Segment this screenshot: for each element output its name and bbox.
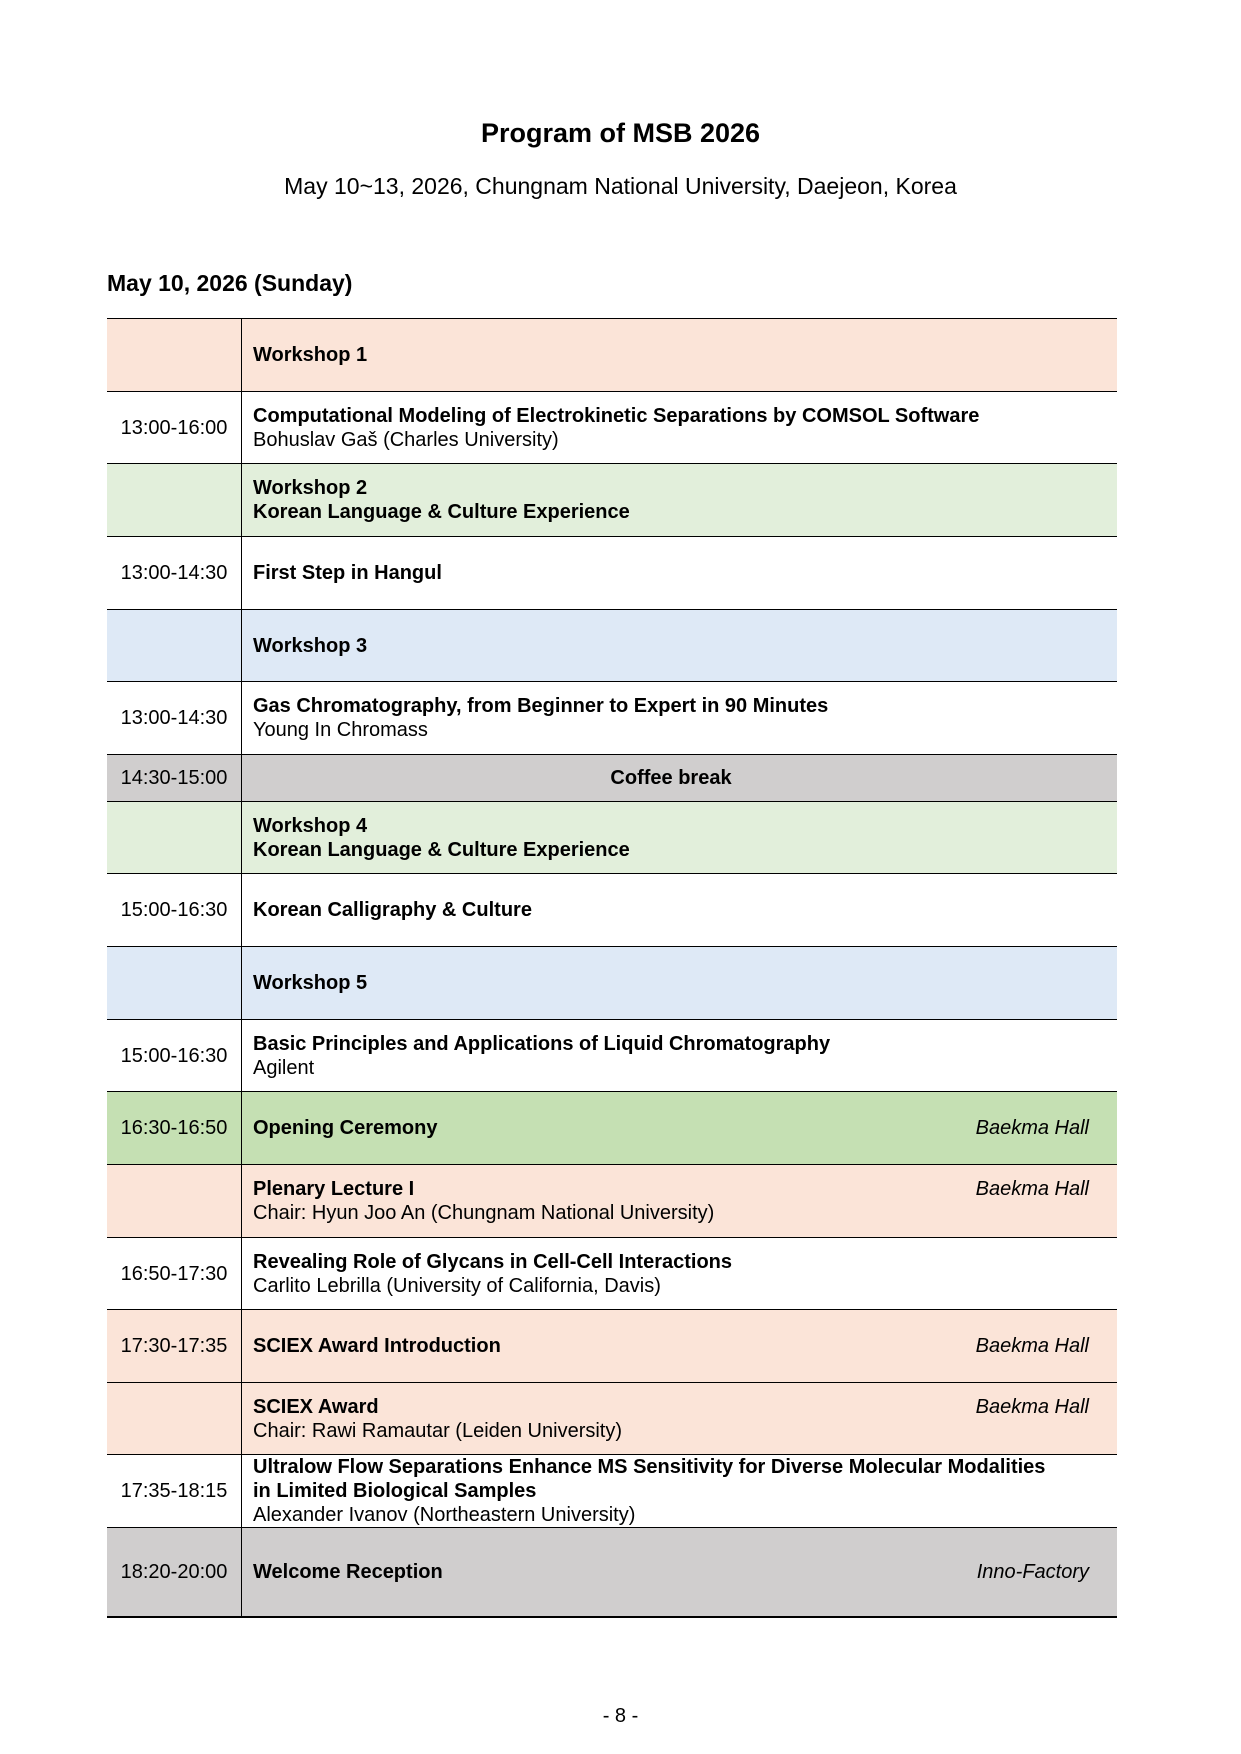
- session-time: 15:00-16:30: [107, 1020, 242, 1092]
- session-content: [242, 1455, 1118, 1528]
- session-title: Basic Principles and Applications of Liquid Chromatography: [253, 1032, 831, 1055]
- schedule-row: [107, 1238, 1117, 1310]
- session-title: Workshop 2: [253, 477, 368, 499]
- session-title: Welcome Reception: [253, 1560, 443, 1583]
- session-time: [107, 1165, 242, 1238]
- session-content: [242, 874, 1118, 947]
- session-time: [107, 947, 242, 1020]
- page-subtitle: May 10~13, 2026, Chungnam National University, Daejeon, Korea: [284, 173, 957, 199]
- schedule-row: [107, 755, 1117, 802]
- session-content: [242, 947, 1118, 1020]
- schedule-row: [107, 802, 1117, 874]
- session-time: 13:00-16:00: [107, 392, 242, 464]
- schedule-row: [107, 537, 1117, 610]
- session-location: Baekma Hall: [975, 1335, 1089, 1357]
- session-location: Baekma Hall: [975, 1178, 1089, 1200]
- schedule-row: [107, 874, 1117, 947]
- session-title: Computational Modeling of Electrokinetic Separations by COMSOL Software: [253, 404, 980, 427]
- session-title-line2: Korean Language & Culture Experience: [253, 838, 630, 861]
- session-content: [242, 392, 1118, 464]
- schedule-row: [107, 1455, 1117, 1528]
- session-time: [107, 610, 242, 682]
- session-content: [242, 537, 1118, 610]
- session-content: [242, 1383, 1118, 1455]
- session-title: Workshop 3: [253, 634, 368, 657]
- session-time: 16:30-16:50: [107, 1092, 242, 1165]
- day-heading: May 10, 2026 (Sunday): [107, 270, 353, 296]
- session-title: Korean Calligraphy & Culture: [253, 899, 532, 921]
- session-title: Workshop 1: [253, 344, 368, 366]
- session-title: Gas Chromatography, from Beginner to Expert in 90 Minutes: [253, 695, 829, 717]
- schedule-row: [107, 464, 1117, 537]
- session-speaker: Agilent: [253, 1056, 315, 1079]
- session-title: Workshop 4: [253, 814, 368, 837]
- session-content: [242, 1165, 1118, 1238]
- session-time: [107, 1383, 242, 1455]
- session-speaker: Alexander Ivanov (Northeastern University): [253, 1504, 636, 1526]
- session-content: [242, 464, 1118, 537]
- session-chair: Chair: Rawi Ramautar (Leiden University): [253, 1419, 623, 1442]
- session-time: [107, 802, 242, 874]
- session-content: [242, 1528, 1118, 1617]
- schedule-row: [107, 1528, 1117, 1617]
- session-speaker: Carlito Lebrilla (University of California, Davis): [253, 1274, 661, 1297]
- schedule-row: [107, 392, 1117, 464]
- session-content: [242, 319, 1118, 392]
- schedule-row: [107, 610, 1117, 682]
- schedule-row: [107, 1092, 1117, 1165]
- session-time: [107, 464, 242, 537]
- session-time: 14:30-15:00: [107, 755, 242, 802]
- session-time: 13:00-14:30: [107, 682, 242, 755]
- schedule-row: [107, 947, 1117, 1020]
- session-content: [242, 682, 1118, 755]
- session-content: [242, 1020, 1118, 1092]
- session-time: 17:30-17:35: [107, 1310, 242, 1383]
- session-location: Baekma Hall: [975, 1117, 1089, 1139]
- session-location: Baekma Hall: [975, 1395, 1089, 1418]
- schedule-row: [107, 1020, 1117, 1092]
- session-speaker: Young In Chromass: [253, 719, 428, 741]
- session-title-line2: Korean Language & Culture Experience: [253, 501, 630, 523]
- session-chair: Chair: Hyun Joo An (Chungnam National University): [253, 1202, 715, 1224]
- session-title: Revealing Role of Glycans in Cell-Cell Interactions: [253, 1250, 733, 1273]
- session-title: SCIEX Award: [253, 1395, 379, 1418]
- schedule-table: [107, 318, 1117, 1618]
- session-content: [242, 1310, 1118, 1383]
- session-title: Plenary Lecture I: [253, 1178, 415, 1200]
- session-time: 16:50-17:30: [107, 1238, 242, 1310]
- session-location: Inno-Factory: [976, 1560, 1089, 1583]
- session-time: [107, 319, 242, 392]
- session-content: [242, 802, 1118, 874]
- schedule-row: [107, 1310, 1117, 1383]
- session-title: Workshop 5: [253, 972, 368, 994]
- session-content: [242, 1238, 1118, 1310]
- session-title: Ultralow Flow Separations Enhance MS Sensitivity for Diverse Molecular Modalities: [253, 1456, 1046, 1478]
- session-content: [242, 1092, 1118, 1165]
- session-title: SCIEX Award Introduction: [253, 1335, 501, 1357]
- session-time: 17:35-18:15: [107, 1455, 242, 1528]
- session-title: Opening Ceremony: [253, 1117, 438, 1139]
- session-title: First Step in Hangul: [253, 562, 442, 584]
- schedule-row: [107, 682, 1117, 755]
- session-speaker: Bohuslav Gaš (Charles University): [253, 428, 559, 451]
- page-title: Program of MSB 2026: [480, 118, 761, 148]
- session-time: 18:20-20:00: [107, 1528, 242, 1617]
- session-content: [242, 610, 1118, 682]
- schedule-row: [107, 319, 1117, 392]
- page-number: - 8 -: [602, 1705, 639, 1727]
- session-title-line2: in Limited Biological Samples: [253, 1480, 537, 1502]
- session-time: 15:00-16:30: [107, 874, 242, 947]
- schedule-row: [107, 1383, 1117, 1455]
- session-title: Coffee break: [242, 755, 1118, 802]
- session-time: 13:00-14:30: [107, 537, 242, 610]
- schedule-row: [107, 1165, 1117, 1238]
